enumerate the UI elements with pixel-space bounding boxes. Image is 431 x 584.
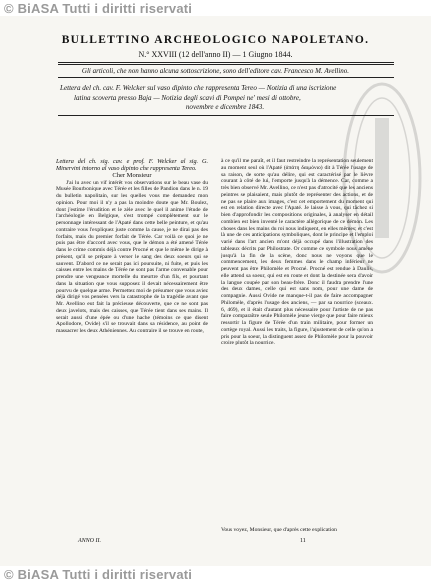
body-paragraph: J'ai lu avec un vif intérêt vos observations sur le beau vase du Musée Bourbonique avec Térée et les filles de Pandion dans le n. 19 du bulletin napolitain, sur les quelles vous me demandez mon opinion. Pour moi il n'y a pas la moindre doute que Mr. Boulez, dont j'estime l'érudition et le zèle avec le quel il anime l'étude de l'archéologie en Belgique, s'est trompé complètement sur le personnage intéressant de l'Apaté dans cette belle peinture, et qu'au contraire vous l'expliquez juste comme la cause, je ne dirai pas des forfaits, mais du premier forfait de Térée. Car voilà ce quoi je ne puis pas être d'accord avec vous, que le démon a été amené Térée dans le crime commis déjà contre Procné et que le même le dirige à présent, qu'il se prépare à verser le sang des deux soeurs qui se sauvent. D'abord ce ne serait pas ici poursuite, ni fuite, et puis les caisses entre les mains de Térée ne sont pas l'arme convenable pour prendre une vengeance mortelle du meurtre d'un fils, et pourtant dans la situation que vous supposez il devait nécessairement être pourvu de quelque arme. Permettez moi de présumer que vous aviez déjà dirigé vos pensées vers la catastrophe de la tragédie avant que Mr. Avellino eut fait la précieuse découverte, que ce ne sont pas deux javelots, mais des caisses, que Térée tient dans ses mains. Il serait aussi d'une épée ou d'une hache (témoins ce que disent Apollodore, Ovide) s'il se trouvait dans sa résidence, au point de massacrer les deux Athéniennes. Au contraire il se trouve en route, (56, 179, 208, 335)
continuation-line: Vous voyez, Monsieur, que d'après cette explication (221, 527, 337, 533)
footer-year: ANNO II. (78, 538, 101, 544)
toc-line: novembre e dicembre 1843. (185, 103, 265, 112)
issue-line: N.° XXVIII (12 dell'anno II) — 1 Giugno 1844. (138, 50, 293, 59)
editor-notice: Gli articoli, che non hanno alcuna sottoscrizione, sono dell'editore cav. Francesco M. Avellino. (81, 67, 350, 75)
watermark-top: © BiASA Tutti i diritti riservati (4, 1, 193, 16)
notice-rule (58, 77, 394, 78)
journal-title: BULLETTINO ARCHEOLOGICO NAPOLETANO. (61, 34, 370, 46)
text-column-right (221, 158, 373, 524)
header-rule (58, 62, 394, 65)
toc-rule (58, 115, 394, 116)
toc-line: Lettera del ch. cav. F. Welcker sul vaso dipinto che rappresenta Tereo — Notizia di una iscrizione (60, 84, 337, 92)
salutation: Cher Monsieur (112, 171, 152, 179)
masthead (0, 34, 431, 59)
text-column-left (56, 158, 208, 536)
page-number: 11 (300, 538, 306, 544)
toc-line: latina scoverta presso Baja — Notizia degli scavi di Pompei ne' mesi di ottobre, (74, 93, 301, 102)
watermark-bottom: © BiASA Tutti i diritti riservati (4, 567, 193, 582)
table-of-contents (60, 84, 390, 113)
article-heading: Lettera del ch. sig. cav. e prof. F. Welcker al sig. G. Minervini intorno al vaso dipinto che rappresenta Tereo. (56, 158, 208, 173)
body-paragraph: à ce qu'il me paraît, et il faut restreindre la représentation seulement au moment seul où l'Apaté (ἀπάτη δαιμόνιο) dit à Térée l'usage de sa raison, de sorte qu'au délire, qui est caractérisé par le lièvre courant à côté de lui, l'emporte jusqu'à la démence. Car, comme a très bien observé Mr. Avellino, ce n'est pas d'atrocité que les anciens peintres se plaisaient, mais plutôt de représenter des actions, et de ne pas se plaire aux images, c'est cet emportement du moment qui est en relation directe avec l'Apaté. Je laisse à vous, qui tâchez si bien d'approfondir les compositions originales, à analyser en détail combien est bien inventé le caractère allégorique de ce démon. Les choses dans les mains du roi nous indiquent, en elles mêmes; et c'est là une de ces anticipations symboliques, dont le principe et l'emploi varié dans l'art ancien m'ont déjà occupé dans l'illustration des tableaux décrits par Philostrate. Or comme ce symbole nous amène jusqu'à la fin de la scène, donc nous ne voyons que le commencement, les deux femmes dans le champ inférieur ne peuvent pas être Philomèle et Procné. Procné est rendue à Daulis, elle attend sa soeur, qui est en route et dont la destinée sera d'avoir la langue coupée par son beau-frère. Donc il faudra prendre l'une des deux dames, celle qui est sans nom, pour une dame de compagnie. Aussi Ovide ne manque-t-il pas de faire accompagner Philomèle, d'après l'usage des anciens, — par sa nourrice (sceaux. 6, 469), et il était d'autant plus nécessaire pour l'artiste de ne pas faire comparaître seule Philomèle jeune vierge que pour faire mieux ressortir la figure de Térée d'un train militaire, pour former un cortège royal. Aussi les traits, la figure, l'ajustement de celle qu'on a pris pour la soeur, la distinguent assez de Philomèle pour la pouvoir croire plutôt la nourrice. (221, 158, 373, 347)
